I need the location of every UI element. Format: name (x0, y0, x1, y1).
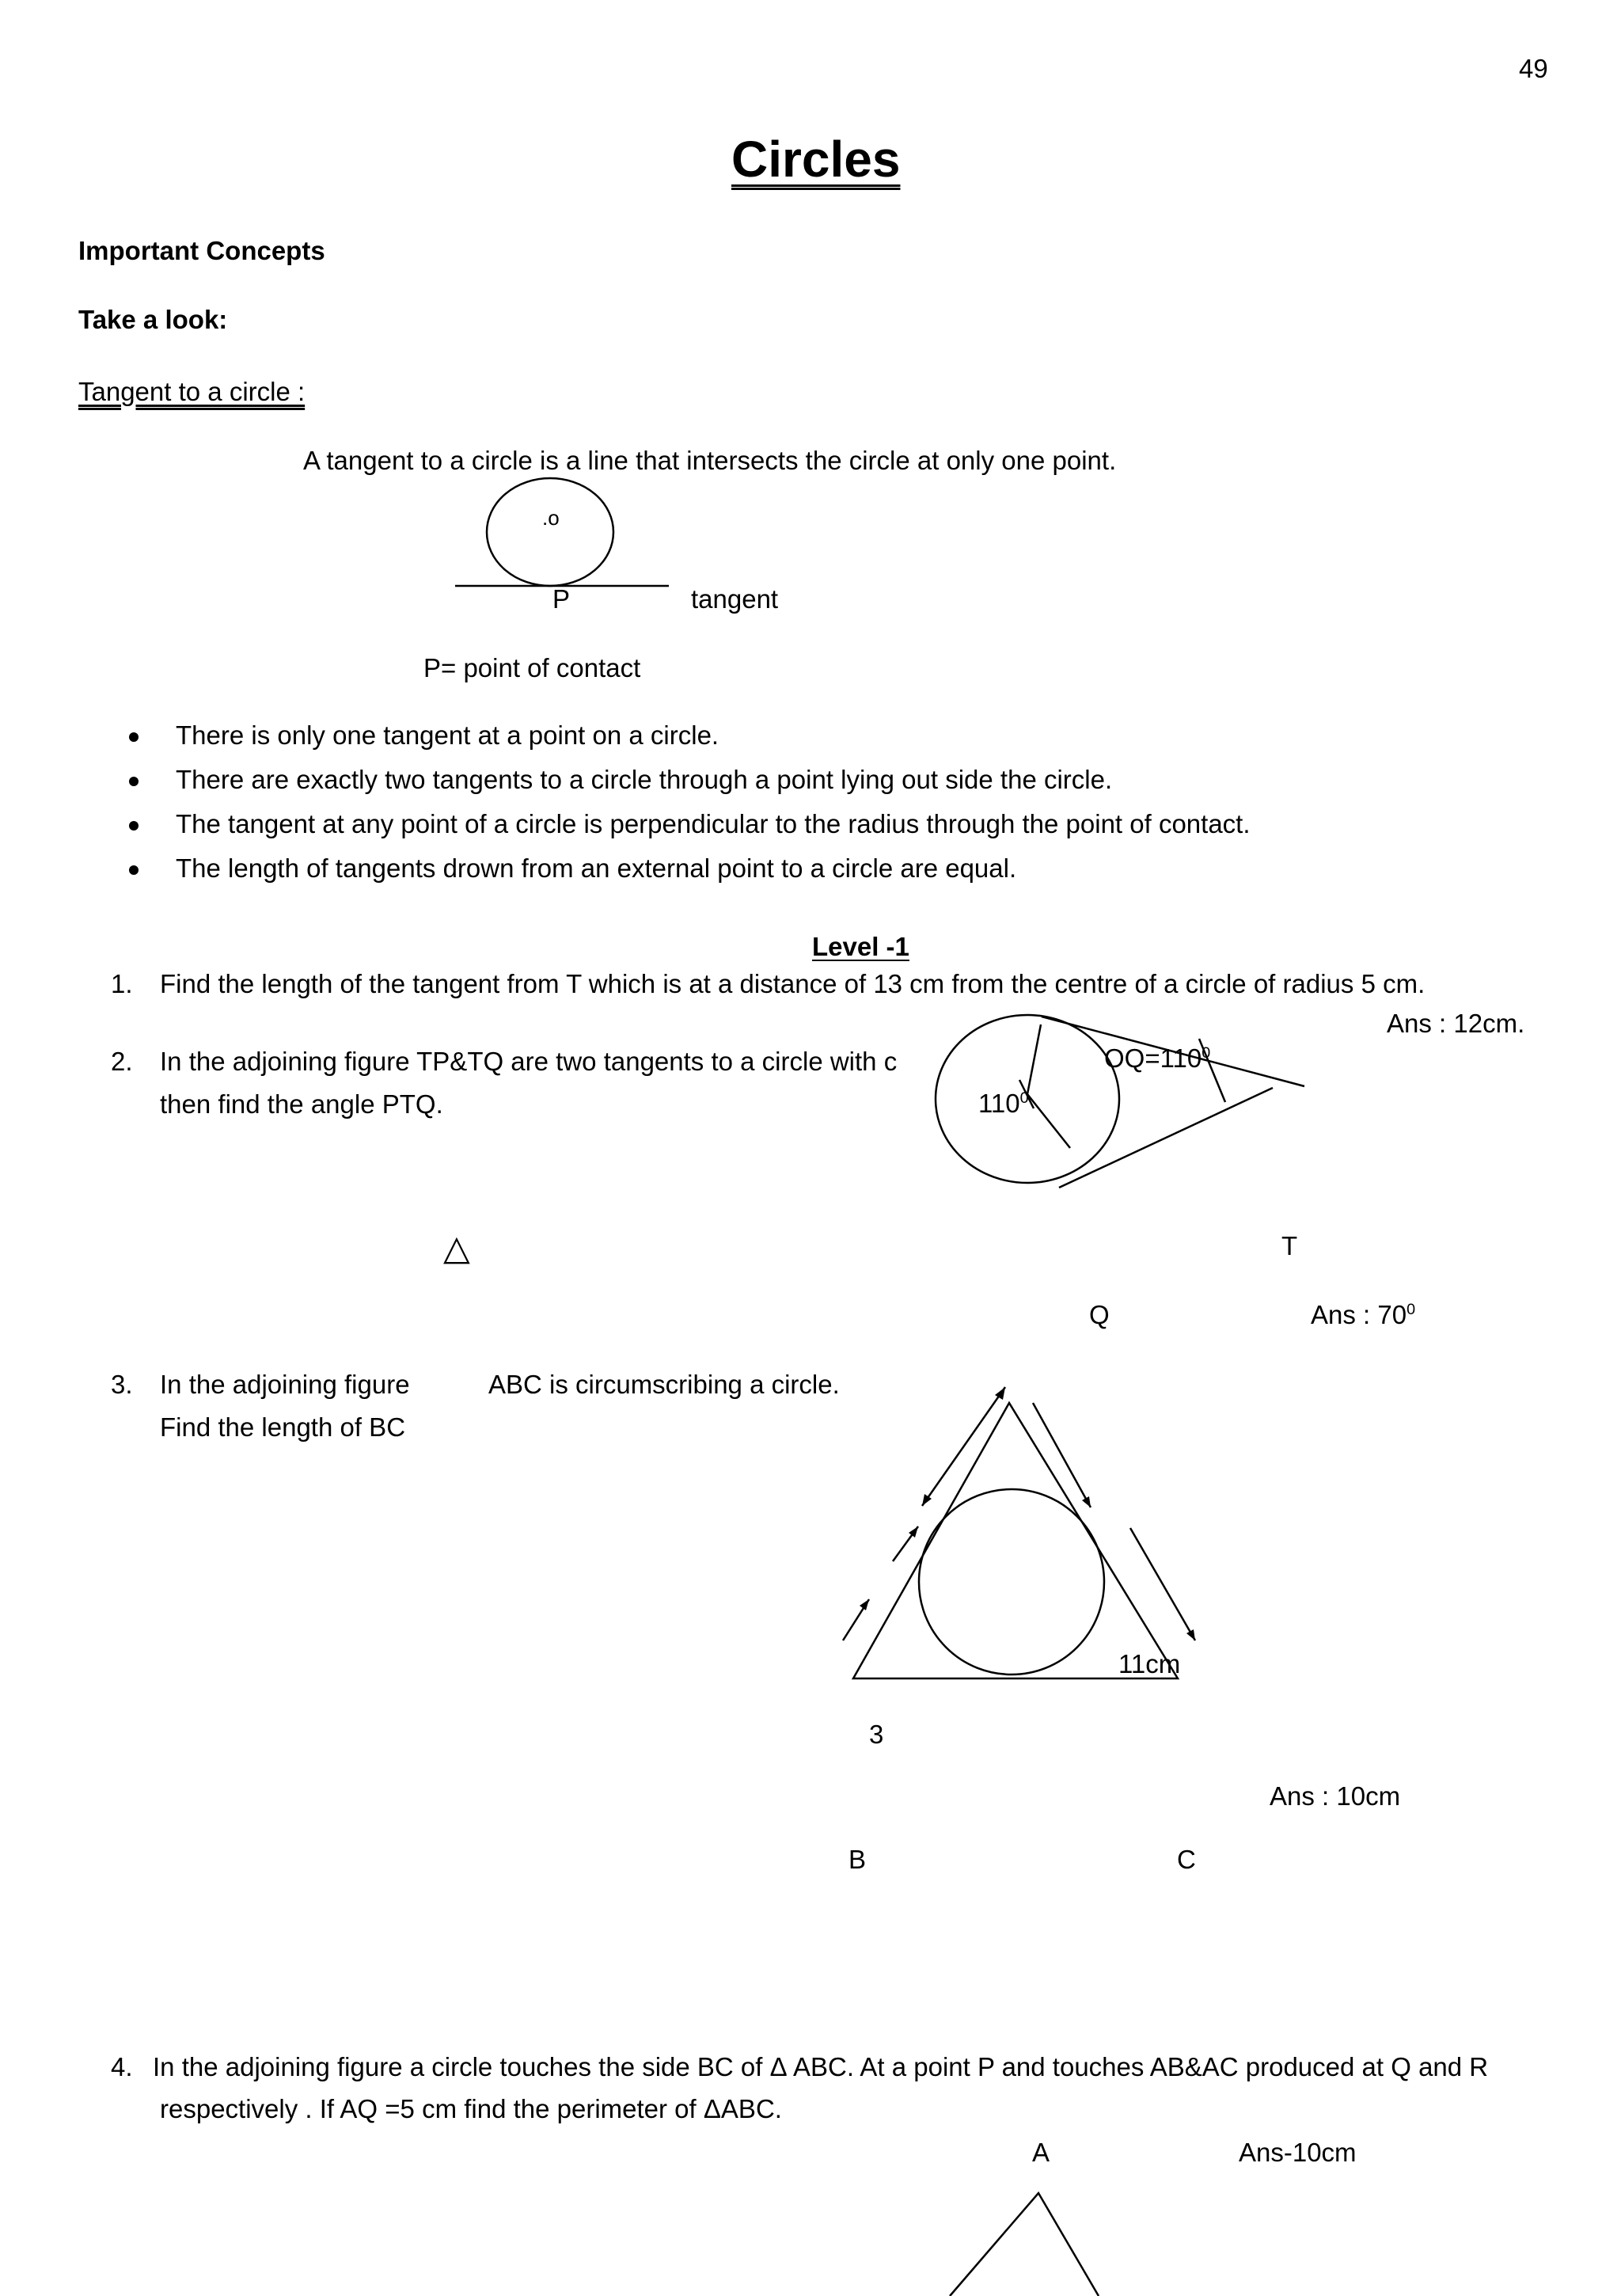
q3-answer: Ans : 10cm (1270, 1781, 1401, 1811)
bullet-3: The tangent at any point of a circle is perpendicular to the radius through the point of contact. (176, 809, 1251, 838)
side-label-11cm: 11cm (1118, 1649, 1181, 1678)
level-heading: Level -1 (812, 932, 909, 961)
q4-text-line1: In the adjoining figure a circle touches the side BC of Δ ABC. At a point P and touches AB&AC produced at Q and R (153, 2052, 1489, 2081)
triangle-symbol: △ (443, 1229, 470, 1268)
q2-answer: Ans : $70^0$ (1311, 1300, 1416, 1329)
point-of-contact-caption: P= point of contact (423, 653, 641, 682)
side-label-3: 3 (869, 1720, 884, 1749)
center-label: .o (542, 506, 560, 530)
circle-shape (487, 478, 613, 586)
vertex-label-b: B (848, 1845, 867, 1874)
tangent-figure (451, 475, 689, 602)
point-label-q: Q (1089, 1300, 1110, 1329)
radii-lines (1027, 1024, 1070, 1148)
page-number: 49 (1519, 54, 1548, 83)
arrow-line (1130, 1528, 1195, 1640)
tangent-line-tq (1059, 1088, 1273, 1188)
triangle-sides (950, 2193, 1099, 2296)
bullet-dot (129, 732, 139, 742)
q1-number: 1. (111, 969, 133, 998)
q3-text-line1a: In the adjoining figure (160, 1370, 410, 1399)
q2-text-line1: In the adjoining figure TP&TQ are two tangents to a circle with c (160, 1047, 898, 1076)
arrow-line (922, 1387, 1005, 1506)
q2-text-line1-end: $OQ=110^0$ (1104, 1043, 1211, 1073)
vertex-label-c: C (1177, 1845, 1196, 1874)
page-title: Circles (731, 131, 901, 188)
q1-text: Find the length of the tangent from T which is at a distance of 13 cm from the centre of a circle of radius 5 cm. (160, 969, 1425, 998)
bullet-4: The length of tangents drown from an external point to a circle are equal. (176, 853, 1017, 883)
q3-text-line2: Find the length of BC (160, 1412, 406, 1442)
bullet-dot (129, 865, 139, 875)
q2-number: 2. (111, 1047, 133, 1076)
heading-important-concepts: Important Concepts (78, 236, 325, 265)
q3-text-line1b: ABC is circumscribing a circle. (488, 1370, 840, 1399)
tangent-tick (1199, 1039, 1225, 1102)
heading-tangent: Tangent to a circle : (78, 377, 306, 406)
triangle-abc (853, 1403, 1181, 1678)
tangent-line-tp (1042, 1017, 1304, 1086)
bullet-1: There is only one tangent at a point on a circle. (176, 720, 719, 750)
tangent-definition: A tangent to a circle is a line that intersects the circle at only one point. (303, 446, 1117, 475)
q4-answer: Ans-10cm (1239, 2138, 1357, 2167)
angle-label: $110^0$ (978, 1089, 1029, 1118)
incircle-figure (831, 1378, 1211, 1694)
q4-text-line2: respectively . If AQ =5 cm find the perimeter of ΔABC. (160, 2094, 782, 2123)
bullet-dot (129, 821, 139, 831)
incircle (919, 1489, 1104, 1674)
point-label-p: P (552, 584, 571, 614)
q4-number: 4. (111, 2052, 133, 2081)
bullet-2: There are exactly two tangents to a circle through a point lying out side the circle. (176, 765, 1113, 794)
q3-number: 3. (111, 1370, 133, 1399)
q1-answer: Ans : 12cm. (1387, 1009, 1525, 1038)
point-label-t: T (1281, 1231, 1298, 1260)
heading-take-a-look: Take a look: (78, 305, 228, 334)
bullet-dot (129, 777, 139, 786)
vertex-label-a: A (1032, 2138, 1050, 2167)
tangent-label: tangent (691, 584, 779, 614)
triangle-figure (942, 2185, 1132, 2296)
q2-text-line2: then find the angle PTQ. (160, 1089, 443, 1119)
